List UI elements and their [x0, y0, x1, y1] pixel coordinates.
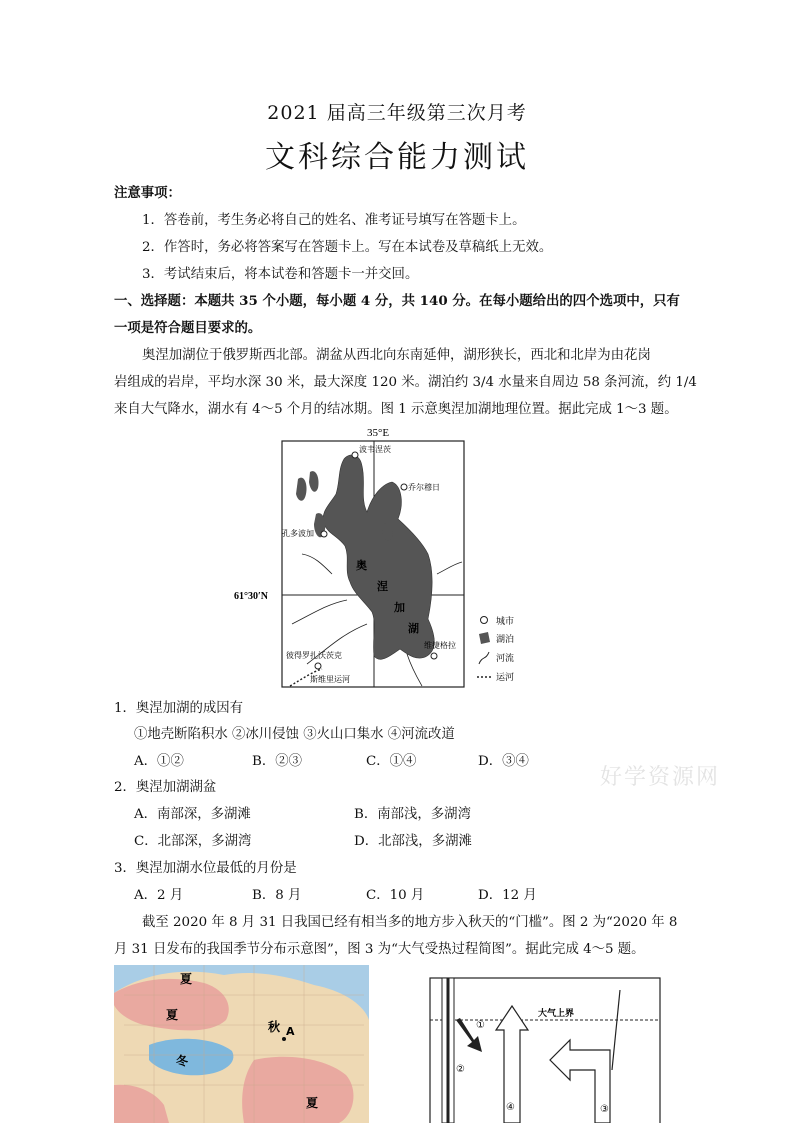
- map2-label-summer-1: 夏: [180, 972, 193, 986]
- legend-lake-label: 湖泊: [496, 635, 515, 645]
- onega-lake-map: [232, 424, 552, 694]
- passage2-line2: 月 31 日发布的我国季节分布示意图”，图 3 为“大气受热过程简图”。据此完成 4～5 题。: [114, 942, 645, 957]
- china-season-map: [114, 965, 369, 1123]
- legend-river-label: 河流: [496, 654, 515, 664]
- legend-river-icon: [479, 652, 489, 664]
- city-marker-povenets: [352, 452, 358, 458]
- passage1-line2: 岩组成的岩岸，平均水深 30 米，最大深度 120 米。湖泊约 3/4 水量来自周边 58 条河流，约 1/4: [114, 375, 697, 390]
- question-1-option-b: B．②③: [252, 754, 303, 769]
- passage2-line1: 截至 2020 年 8 月 31 日我国已经有相当多的地方步入秋天的“门槛”。图 2 为“2020 年 8: [142, 915, 678, 930]
- fig3-num-3: ③: [600, 1104, 609, 1115]
- legend-city-icon: [481, 617, 488, 624]
- question-2-option-a: A．南部深，多湖滩: [134, 807, 251, 822]
- lake-name-char-4: 湖: [408, 622, 419, 635]
- city-label-vytegra: 维捷格拉: [424, 641, 456, 650]
- lake-name-char-1: 奥: [356, 559, 367, 572]
- question-1-stem: 1．奥涅加湖的成因有: [114, 701, 244, 716]
- question-2-option-c: C．北部深，多湖湾: [134, 834, 252, 849]
- city-label-povenets: 波韦涅茨: [359, 445, 391, 454]
- question-2-option-d: D．北部浅，多湖滩: [354, 834, 472, 849]
- question-3-stem: 3．奥涅加湖水位最低的月份是: [114, 861, 297, 876]
- atmosphere-heating-diagram: [420, 970, 670, 1123]
- passage1-line3: 来自大气降水，湖水有 4～5 个月的结冰期。图 1 示意奥涅加湖地理位置。据此完成 1～3 题。: [114, 402, 678, 417]
- fig3-num-4: ④: [506, 1102, 515, 1113]
- city-marker-kondopoga: [321, 531, 327, 537]
- legend-lake-icon: [479, 632, 490, 644]
- passage1-line1: 奥涅加湖位于俄罗斯西北部。湖盆从西北向东南延伸，湖形狭长，西北和北岸为由花岗: [142, 348, 651, 363]
- question-3-option-b: B．8 月: [252, 888, 302, 903]
- question-1-option-d: D．③④: [478, 754, 529, 769]
- notes-item-3: 3．考试结束后，将本试卷和答题卡一并交回。: [142, 267, 419, 282]
- map2-label-summer-2: 夏: [166, 1008, 179, 1022]
- question-2-stem: 2．奥涅加湖湖盆: [114, 780, 217, 795]
- notes-heading: 注意事项：: [114, 185, 181, 201]
- question-3-option-a: A．2 月: [134, 888, 184, 903]
- exam-subtitle: 文科综合能力测试: [265, 140, 529, 175]
- question-1-option-a: A．①②: [134, 754, 184, 769]
- city-label-kondopoga: 孔多波加: [282, 529, 314, 538]
- fig3-num-2: ②: [456, 1064, 465, 1075]
- question-1-sub: ①地壳断陷积水 ②冰川侵蚀 ③火山口集水 ④河流改道: [134, 727, 455, 742]
- map2-label-summer-3: 夏: [306, 1096, 319, 1110]
- legend-city-label: 城市: [496, 617, 515, 627]
- notes-item-2: 2．作答时，务必将答案写在答题卡上。写在本试卷及草稿纸上无效。: [142, 240, 553, 255]
- question-1-option-c: C．①④: [366, 754, 417, 769]
- exam-title: 2021 届高三年级第三次月考: [267, 102, 527, 124]
- legend-canal-label: 运河: [496, 673, 515, 683]
- map2-label-winter: 冬: [176, 1054, 189, 1068]
- map2-point-a-marker: [282, 1037, 286, 1041]
- city-label-chornushi: 乔尔穆日: [408, 483, 440, 492]
- city-marker-vytegra: [431, 653, 437, 659]
- longitude-label: 35°E: [367, 427, 390, 439]
- lake-name-char-2: 涅: [377, 580, 388, 593]
- map2-label-point-a: A: [286, 1025, 295, 1038]
- question-3-option-d: D．12 月: [478, 888, 537, 903]
- question-3-option-c: C．10 月: [366, 888, 425, 903]
- city-marker-chornushi: [401, 484, 407, 490]
- latitude-label: 61°30′N: [234, 591, 269, 602]
- fig3-num-1: ①: [476, 1020, 485, 1031]
- section-heading-line2: 一项是符合题目要求的。: [114, 320, 262, 336]
- lake-name-char-3: 加: [394, 601, 405, 614]
- section-heading-line1: 一、选择题：本题共 35 个小题，每小题 4 分，共 140 分。在每小题给出的四个选项中，只有: [114, 293, 680, 309]
- canal-label: 斯维里运河: [310, 675, 350, 684]
- map2-label-autumn: 秋: [268, 1020, 281, 1034]
- notes-item-1: 1．答卷前，考生务必将自己的姓名、准考证号填写在答题卡上。: [142, 213, 526, 228]
- fig3-frame: [430, 978, 660, 1123]
- fig3-atmosphere-top-label: 大气上界: [538, 1009, 575, 1019]
- city-label-petrozavodsk: 彼得罗扎沃茨克: [286, 651, 342, 660]
- question-2-option-b: B．南部浅，多湖湾: [354, 807, 471, 822]
- watermark: 好学资源网: [600, 765, 721, 790]
- city-marker-petrozavodsk: [315, 663, 321, 669]
